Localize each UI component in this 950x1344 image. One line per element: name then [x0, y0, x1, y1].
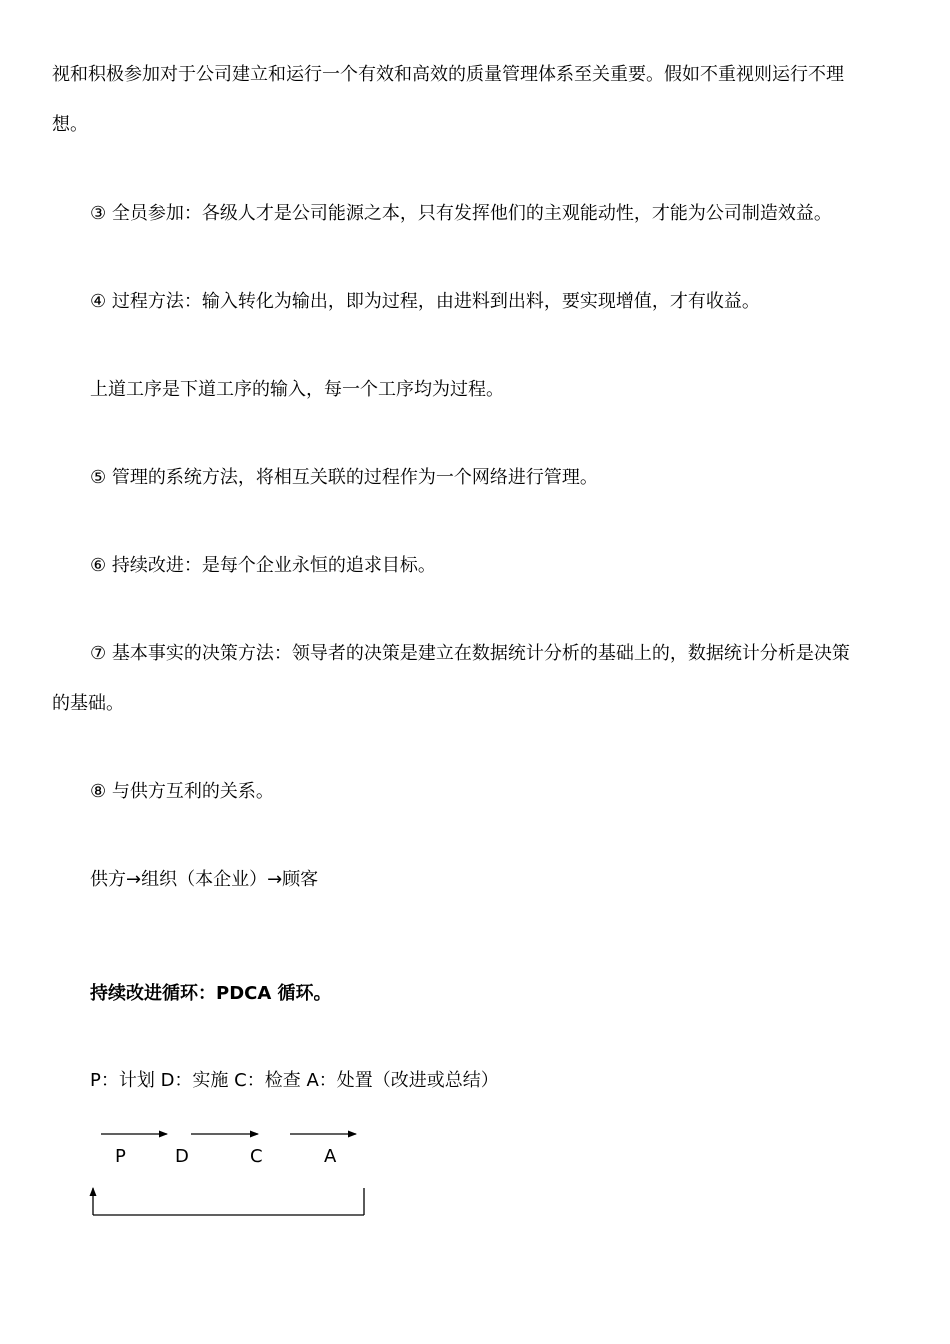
principle-7-end: 的基础。	[52, 693, 124, 714]
principle-5: ⑤ 管理的系统方法，将相互关联的过程作为一个网络进行管理。	[90, 467, 598, 488]
label-c: C	[250, 1146, 263, 1167]
principle-8: ⑧ 与供方互利的关系。	[90, 781, 274, 802]
supply-chain-flow: 供方→组织（本企业）→顾客	[90, 869, 319, 890]
principle-7: ⑦ 基本事实的决策方法：领导者的决策是建立在数据统计分析的基础上的，数据统计分析是决策	[90, 643, 850, 664]
principle-3: ③ 全员参加：各级人才是公司能源之本，只有发挥他们的主观能动性，才能为公司制造效益。	[90, 203, 832, 224]
paragraph-continuation-end: 想。	[52, 114, 88, 135]
principle-4-note: 上道工序是下道工序的输入，每一个工序均为过程。	[90, 379, 504, 400]
label-p: P	[115, 1146, 126, 1167]
principle-6: ⑥ 持续改进：是每个企业永恒的追求目标。	[90, 555, 436, 576]
label-d: D	[175, 1146, 189, 1167]
principle-4: ④ 过程方法：输入转化为输出，即为过程，由进料到出料，要实现增值，才有收益。	[90, 291, 760, 312]
label-a: A	[324, 1146, 337, 1167]
pdca-legend: P：计划 D：实施 C：检查 A：处置（改进或总结）	[90, 1070, 499, 1091]
pdca-heading: 持续改进循环：PDCA 循环。	[90, 983, 332, 1004]
paragraph-continuation: 视和积极参加对于公司建立和运行一个有效和高效的质量管理体系至关重要。假如不重视则运行不理	[52, 64, 844, 85]
